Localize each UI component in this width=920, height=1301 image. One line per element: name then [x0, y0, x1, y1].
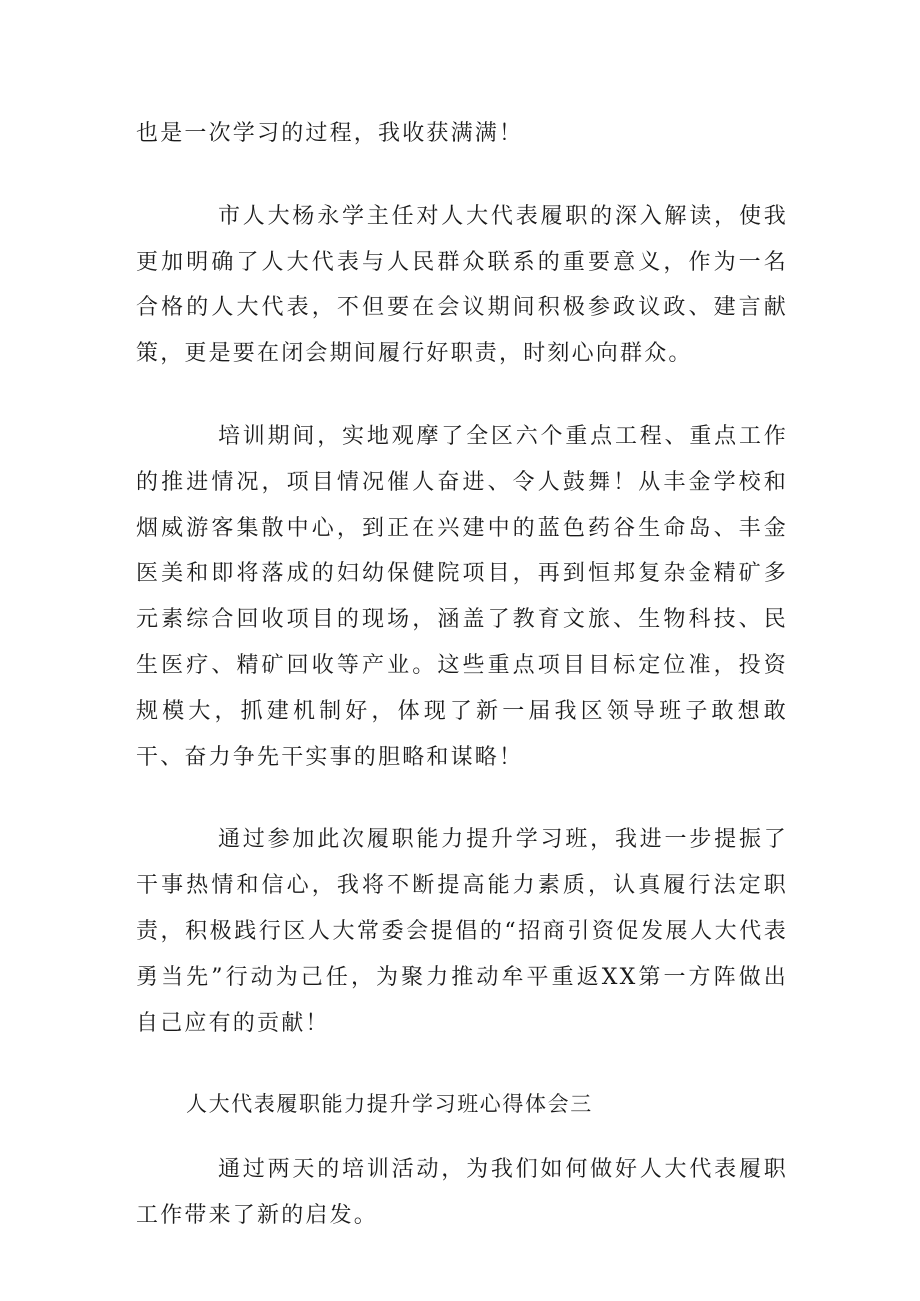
paragraph-commitment: 通过参加此次履职能力提升学习班，我进一步提振了干事热情和信心，我将不断提高能力素质，认真履行法定职责，积极践行区人大常委会提倡的“招商引资促发展人大代表勇当先”行动为己任，为聚力推动牟平重返XX第一方阵做出自己应有的贡献！: [136, 827, 788, 1036]
paragraph-site-visit: 培训期间，实地观摩了全区六个重点工程、重点工作的推进情况，项目情况催人奋进、令人鼓舞！从丰金学校和烟威游客集散中心，到正在兴建中的蓝色药谷生命岛、丰金医美和即将落成的妇幼保健院项目，再到恒邦复杂金精矿多元素综合回收项目的现场，涵盖了教育文旅、生物科技、民生医疗、精矿回收等产业。这些重点项目目标定位准，投资规模大，抓建机制好，体现了新一届我区领导班子敢想敢干、奋力争先干实事的胆略和谋略！: [136, 423, 788, 770]
document-body: [136, 111, 788, 1239]
section-heading: 人大代表履职能力提升学习班心得体会三: [186, 1092, 593, 1117]
paragraph-closing: 通过两天的培训活动，为我们如何做好人大代表履职工作带来了新的启发。: [136, 1157, 788, 1229]
paragraph-interpretation: 市人大杨永学主任对人大代表履职的深入解读，使我更加明确了人大代表与人民群众联系的重要意义，作为一名合格的人大代表，不但要在会议期间积极参政议政、建言献策，更是要在闭会期间履行好职责，时刻心向群众。: [136, 203, 788, 367]
paragraph-continuation: 也是一次学习的过程，我收获满满！: [136, 121, 524, 146]
